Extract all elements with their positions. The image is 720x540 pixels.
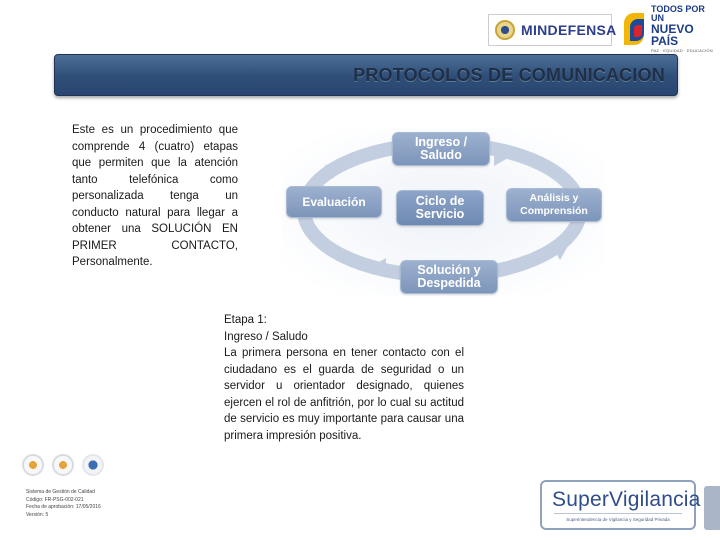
node-analisis-comprension: Análisis y Comprensión xyxy=(506,188,602,222)
node-evaluacion: Evaluación xyxy=(286,186,382,218)
node-solucion-despedida: Solución y Despedida xyxy=(400,260,498,294)
node-ingreso-saludo: Ingreso / Saludo xyxy=(392,132,490,166)
brand-subtitle: Superintendencia de Vigilancia y Seguridad Privada xyxy=(566,517,670,522)
mindefensa-logo xyxy=(488,14,617,46)
brand-divider xyxy=(554,513,682,514)
footer-line1: Sistema de Gestión de Calidad xyxy=(26,489,95,495)
etapa-body: La primera persona en tener contacto con el ciudadano es el guarda de seguridad o un servidor u orientador designado, quienes ejercen el rol de anfitrión, por lo cual su actitud de servicio es muy importante para causar una primera impresión positiva. xyxy=(224,347,464,442)
certification-seals xyxy=(22,454,122,484)
decorative-corner xyxy=(704,486,720,530)
todos-logo-line2: NUEVO PAÍS xyxy=(651,22,694,48)
etapa-section xyxy=(224,312,464,444)
todos-por-un-nuevo-pais-mark-icon xyxy=(624,11,648,47)
todos-por-un-nuevo-pais-logo xyxy=(624,4,716,53)
node-ciclo-de-servicio: Ciclo de Servicio xyxy=(396,190,484,226)
brand-name: SuperVigilancia xyxy=(552,488,701,511)
colombia-seal-icon xyxy=(495,20,515,40)
page-title: PROTOCOLOS DE COMUNICACION xyxy=(353,65,665,85)
etapa-subheading: Ingreso / Saludo xyxy=(224,330,308,343)
footer-line2: Código: FR-PSG-002-021 xyxy=(26,496,84,503)
todos-logo-line1: TODOS POR UN xyxy=(651,4,705,23)
title-banner xyxy=(54,54,678,96)
etapa-heading: Etapa 1: xyxy=(224,314,267,326)
footer-line3: Fecha de aprobación: 17/05/2016 xyxy=(26,504,101,510)
certification-seal-icon xyxy=(52,454,74,476)
service-cycle-diagram xyxy=(282,128,604,296)
document-control-info xyxy=(26,489,166,519)
footer-line4: Versión: 5 xyxy=(26,511,49,518)
mindefensa-logo-text: MINDEFENSA xyxy=(521,22,617,38)
supervigilancia-logo xyxy=(540,480,701,530)
todos-logo-line3: PAZ · EQUIDAD · EDUCACIÓN xyxy=(651,48,713,53)
certification-seal-icon xyxy=(22,454,44,476)
certification-seal-icon xyxy=(82,454,104,476)
intro-paragraph: Este es un procedimiento que comprende 4 (cuatro) etapas que permiten que la atención tanto telefónica como personalizada tenga un conducto natural para llegar a obtener una SOLUCIÓN EN PRIMER CONTACTO, Personalmente. xyxy=(72,124,238,268)
